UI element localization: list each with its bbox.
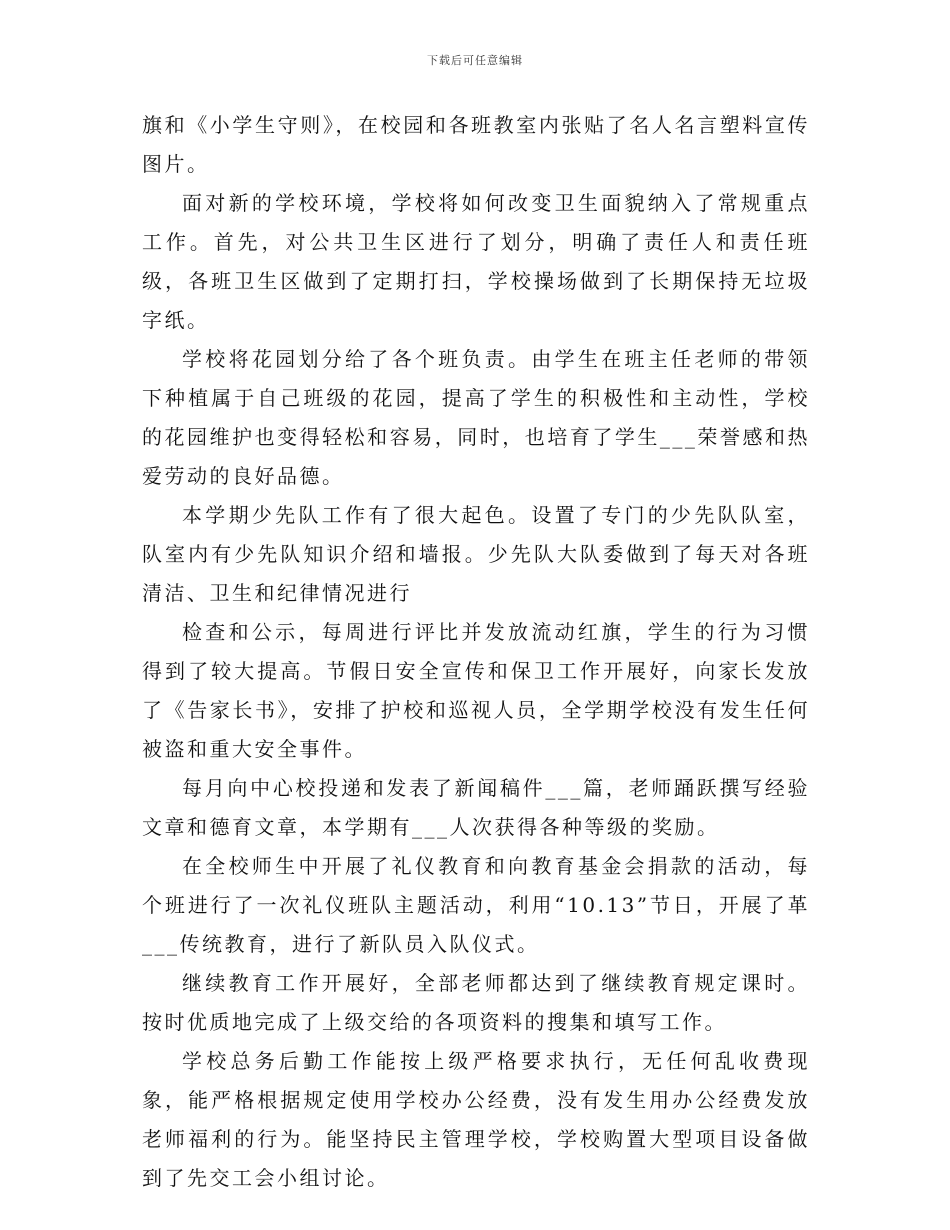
paragraph-inspection-safety: 检查和公示，每周进行评比并发放流动红旗，学生的行为习惯得到了较大提高。节假日安全宣传和保卫工作开展好，向家长发放了《告家长书》，安排了护校和巡视人员，全学期学校没有发生任何被盗和重大安全事件。 — [142, 620, 810, 761]
paragraph-garden: 学校将花园划分给了各个班负责。由学生在班主任老师的带领下种植属于自己班级的花园，提高了学生的积极性和主动性，学校的花园维护也变得轻松和容易，同时，也培育了学生___荣誉感和热爱劳动的良好品德。 — [142, 347, 810, 488]
paragraph-etiquette-education: 在全校师生中开展了礼仪教育和向教育基金会捐款的活动，每个班进行了一次礼仪班队主题活动，利用“10.13”节日，开展了革___传统教育，进行了新队员入队仪式。 — [142, 854, 810, 956]
paragraph-news-articles: 每月向中心校投递和发表了新闻稿件___篇，老师踊跃撰写经验文章和德育文章，本学期有___人次获得各种等级的奖励。 — [142, 776, 810, 839]
page-header: 下载后可任意编辑 — [427, 54, 523, 67]
paragraph-continuation: 旗和《小学生守则》，在校园和各班教室内张贴了名人名言塑料宣传图片。 — [142, 113, 810, 176]
document-body — [142, 106, 810, 1198]
paragraph-hygiene: 面对新的学校环境，学校将如何改变卫生面貌纳入了常规重点工作。首先，对公共卫生区进行了划分，明确了责任人和责任班级，各班卫生区做到了定期打扫，学校操场做到了长期保持无垃圾字纸。 — [142, 191, 810, 332]
paragraph-logistics: 学校总务后勤工作能按上级严格要求执行，无任何乱收费现象，能严格根据规定使用学校办公经费，没有发生用办公经费发放老师福利的行为。能坚持民主管理学校，学校购置大型项目设备做到了先交工会小组讨论。 — [142, 1049, 810, 1190]
paragraph-continuing-education: 继续教育工作开展好，全部老师都达到了继续教育规定课时。按时优质地完成了上级交给的各项资料的搜集和填写工作。 — [142, 971, 810, 1034]
paragraph-young-pioneers: 本学期少先队工作有了很大起色。设置了专门的少先队队室，队室内有少先队知识介绍和墙报。少先队大队委做到了每天对各班清洁、卫生和纪律情况进行 — [142, 503, 810, 605]
